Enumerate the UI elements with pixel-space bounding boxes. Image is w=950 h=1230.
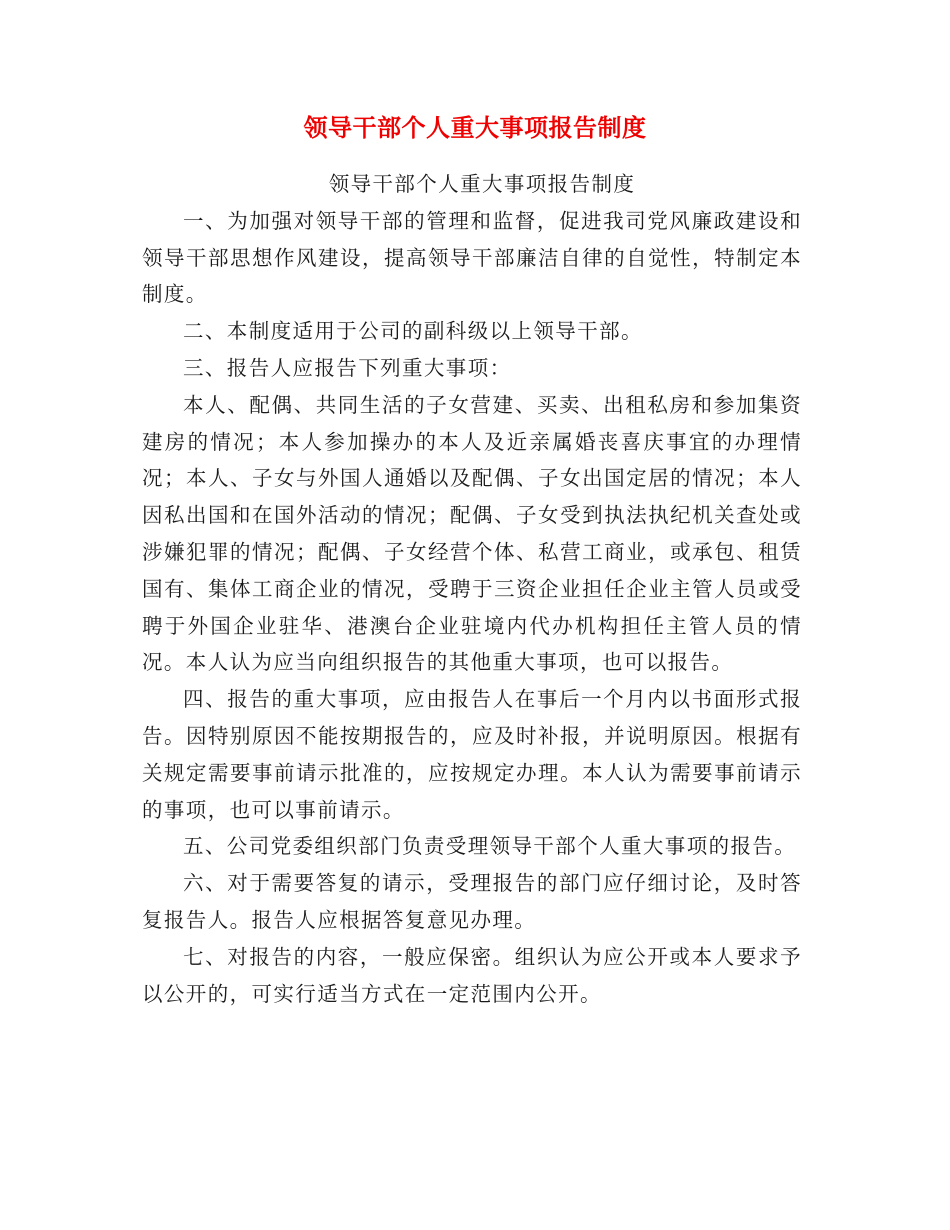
paragraph-1: 一、为加强对领导干部的管理和监督，促进我司党风廉政建设和领导干部思想作风建设，提高领导干部廉洁自律的自觉性，特制定本制度。: [142, 208, 802, 307]
document-subtitle: 领导干部个人重大事项报告制度: [328, 172, 636, 196]
paragraph-5: 四、报告的重大事项，应由报告人在事后一个月内以书面形式报告。因特别原因不能按期报告的，应及时补报，并说明原因。根据有关规定需要事前请示批准的，应按规定办理。本人认为需要事前请示的事项，也可以事前请示。: [142, 687, 802, 822]
paragraph-4: 本人、配偶、共同生活的子女营建、买卖、出租私房和参加集资建房的情况；本人参加操办的本人及近亲属婚丧喜庆事宜的办理情况；本人、子女与外国人通婚以及配偶、子女出国定居的情况；本人因私出国和在国外活动的情况；配偶、子女受到执法执纪机关查处或涉嫌犯罪的情况；配偶、子女经营个体、私营工商业，或承包、租赁国有、集体工商企业的情况，受聘于三资企业担任企业主管人员或受聘于外国企业驻华、港澳台企业驻境内代办机构担任主管人员的情况。本人认为应当向组织报告的其他重大事项，也可以报告。: [142, 392, 802, 675]
paragraph-2: 二、本制度适用于公司的副科级以上领导干部。: [183, 319, 643, 344]
paragraph-7: 六、对于需要答复的请示，受理报告的部门应仔细讨论，及时答复报告人。报告人应根据答复意见办理。: [142, 871, 802, 932]
document-title: 领导干部个人重大事项报告制度: [303, 113, 647, 142]
paragraph-8: 七、对报告的内容，一般应保密。组织认为应公开或本人要求予以公开的，可实行适当方式在一定范围内公开。: [142, 944, 802, 1006]
paragraph-3: 三、报告人应报告下列重大事项：: [183, 355, 512, 380]
paragraph-6: 五、公司党委组织部门负责受理领导干部个人重大事项的报告。: [183, 834, 797, 859]
document-body: [142, 166, 802, 1012]
